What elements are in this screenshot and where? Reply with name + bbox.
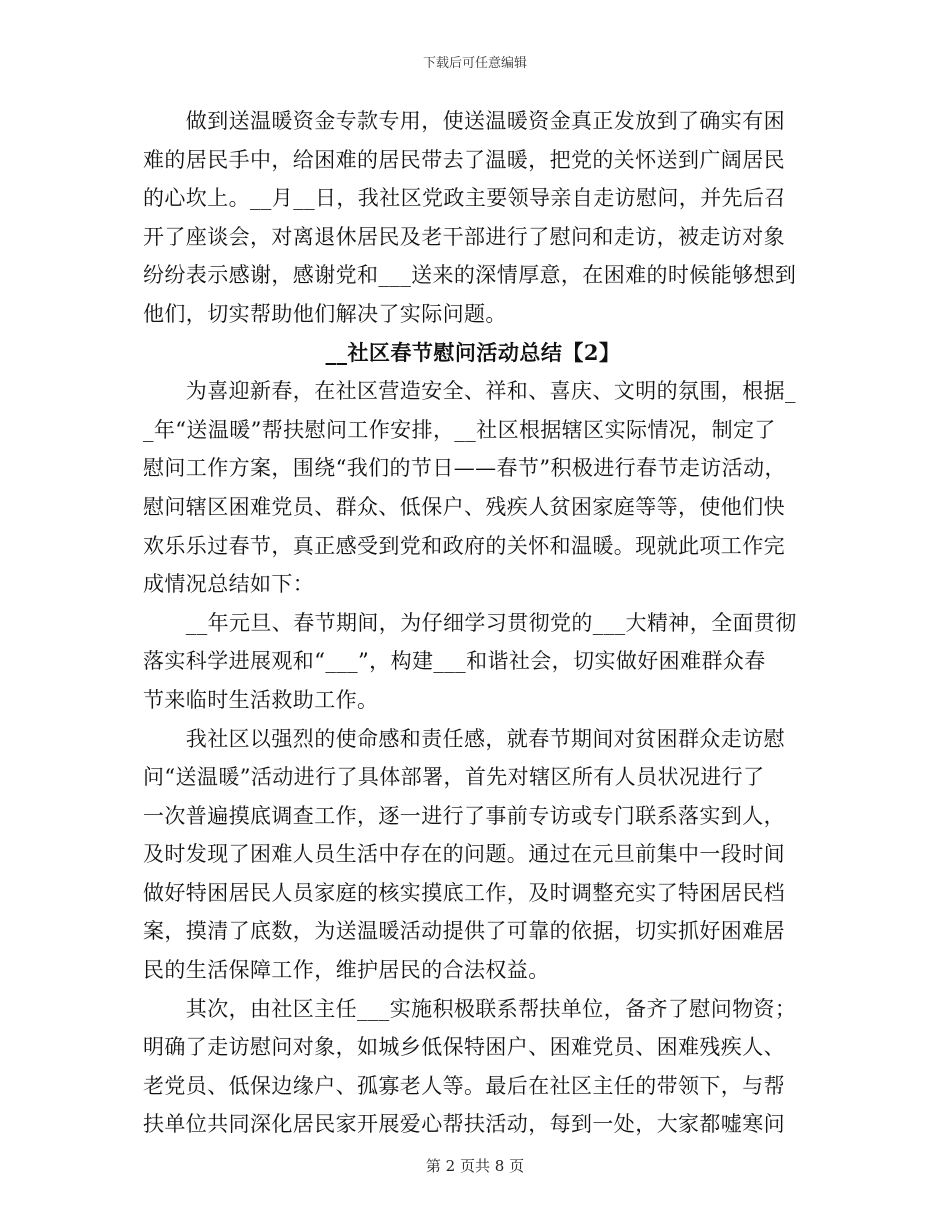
text-line: 纷纷表示感谢，感谢党和___送来的深情厚意，在困难的时候能够想到 bbox=[143, 263, 797, 288]
text-line: __年元旦、春节期间，为仔细学习贯彻党的___大精神，全面贯彻 bbox=[143, 610, 797, 635]
text-line: 开了座谈会，对离退休居民及老干部进行了慰问和走访，被走访对象 bbox=[143, 224, 785, 249]
text-line: 的心坎上。__月__日，我社区党政主要领导亲自走访慰问，并先后召 bbox=[143, 186, 786, 211]
text-line: 欢乐乐过春节，真正感受到党和政府的关怀和温暖。现就此项工作完 bbox=[143, 533, 785, 558]
text-line: 问“送温暖”活动进行了具体部署，首先对辖区所有人员状况进行了 bbox=[143, 765, 765, 790]
text-line: 做好特困居民人员家庭的核实摸底工作，及时调整充实了特困居民档 bbox=[143, 880, 785, 905]
text-line: 及时发现了困难人员生活中存在的问题。通过在元旦前集中一段时间 bbox=[143, 842, 785, 867]
page-header: 下载后可任意编辑 bbox=[422, 56, 527, 71]
document-body bbox=[143, 102, 803, 1144]
text-line: 他们，切实帮助他们解决了实际问题。 bbox=[143, 301, 507, 326]
text-line: 我社区以强烈的使命感和责任感，就春节期间对贫困群众走访慰 bbox=[143, 726, 785, 751]
section-heading: __社区春节慰问活动总结【2】 bbox=[325, 339, 621, 365]
text-line: 明确了走访慰问对象，如城乡低保特困户、困难党员、困难残疾人、 bbox=[143, 1035, 785, 1060]
text-line: 做到送温暖资金专款专用，使送温暖资金真正发放到了确实有困 bbox=[143, 109, 785, 133]
text-line: 落实科学进展观和“___”，构建___和谐社会，切实做好困难群众春 bbox=[143, 649, 766, 674]
text-line: 慰问辖区困难党员、群众、低保户、残疾人贫困家庭等等，使他们快 bbox=[143, 494, 785, 519]
text-line: 老党员、低保边缘户、孤寡老人等。最后在社区主任的带领下，与帮 bbox=[143, 1073, 785, 1098]
text-line: 其次，由社区主任___实施积极联系帮扶单位，备齐了慰问物资； bbox=[143, 996, 797, 1021]
text-line: 一次普遍摸底调查工作，逐一进行了事前专访或专门联系落实到人， bbox=[143, 803, 785, 828]
text-line: 扶单位共同深化居民家开展爱心帮扶活动，每到一处，大家都嘘寒问 bbox=[143, 1112, 785, 1137]
text-line: 节来临时生活救助工作。 bbox=[143, 687, 379, 712]
text-line: 成情况总结如下： bbox=[143, 572, 315, 597]
text-line: 案，摸清了底数，为送温暖活动提供了可靠的依据，切实抓好困难居 bbox=[143, 919, 785, 944]
text-line: _年“送温暖”帮扶慰问工作安排，__社区根据辖区实际情况，制定了 bbox=[143, 417, 776, 442]
text-line: 慰问工作方案，围绕“我们的节日——春节”积极进行春节走访活动， bbox=[143, 456, 786, 481]
text-line: 难的居民手中，给困难的居民带去了温暖，把党的关怀送到广阔居民 bbox=[143, 147, 785, 172]
text-line: 民的生活保障工作，维护居民的合法权益。 bbox=[143, 958, 550, 983]
text-line: 为喜迎新春，在社区营造安全、祥和、喜庆、文明的氛围，根据_ bbox=[143, 379, 796, 404]
page-footer: 第 2 页共 8 页 bbox=[425, 1157, 525, 1175]
